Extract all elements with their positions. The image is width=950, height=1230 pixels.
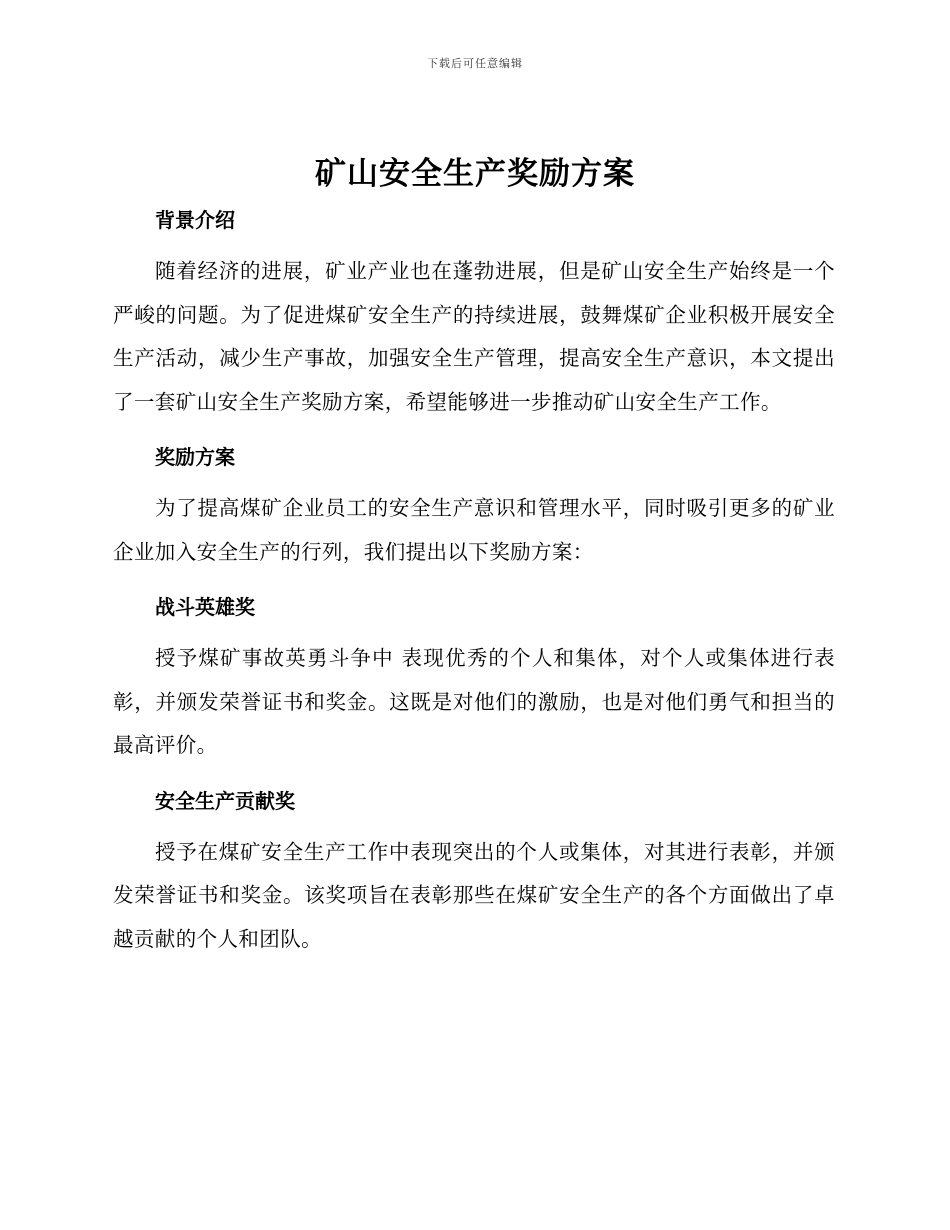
document-body — [113, 198, 835, 961]
paragraph-reward-plan: 为了提高煤矿企业员工的安全生产意识和管理水平，同时吸引更多的矿业企业加入安全生产的行列，我们提出以下奖励方案： — [113, 496, 835, 564]
section-heading-safety-contribution-award: 安全生产贡献奖 — [155, 788, 295, 813]
document-title: 矿山安全生产奖励方案 — [315, 156, 635, 192]
header-note: 下载后可任意编辑 — [427, 57, 523, 70]
section-heading-background: 背景介绍 — [155, 208, 235, 232]
paragraph-safety-contribution-award: 授予在煤矿安全生产工作中表现突出的个人或集体，对其进行表彰，并颁发荣誉证书和奖金。该奖项旨在表彰那些在煤矿安全生产的各个方面做出了卓越贡献的个人和团队。 — [113, 839, 835, 951]
paragraph-background: 随着经济的进展，矿业产业也在蓬勃进展，但是矿山安全生产始终是一个严峻的问题。为了促进煤矿安全生产的持续进展，鼓舞煤矿企业积极开展安全生产活动，减少生产事故，加强安全生产管理，提高安全生产意识，本文提出了一套矿山安全生产奖励方案，希望能够进一步推动矿山安全生产工作。 — [113, 259, 835, 414]
paragraph-combat-hero-award: 授予煤矿事故英勇斗争中 表现优秀的个人和集体，对个人或集体进行表彰，并颁发荣誉证书和奖金。这既是对他们的激励，也是对他们勇气和担当的最高评价。 — [113, 646, 835, 757]
section-heading-reward-plan: 奖励方案 — [155, 445, 235, 469]
section-heading-combat-hero-award: 战斗英雄奖 — [155, 595, 255, 619]
